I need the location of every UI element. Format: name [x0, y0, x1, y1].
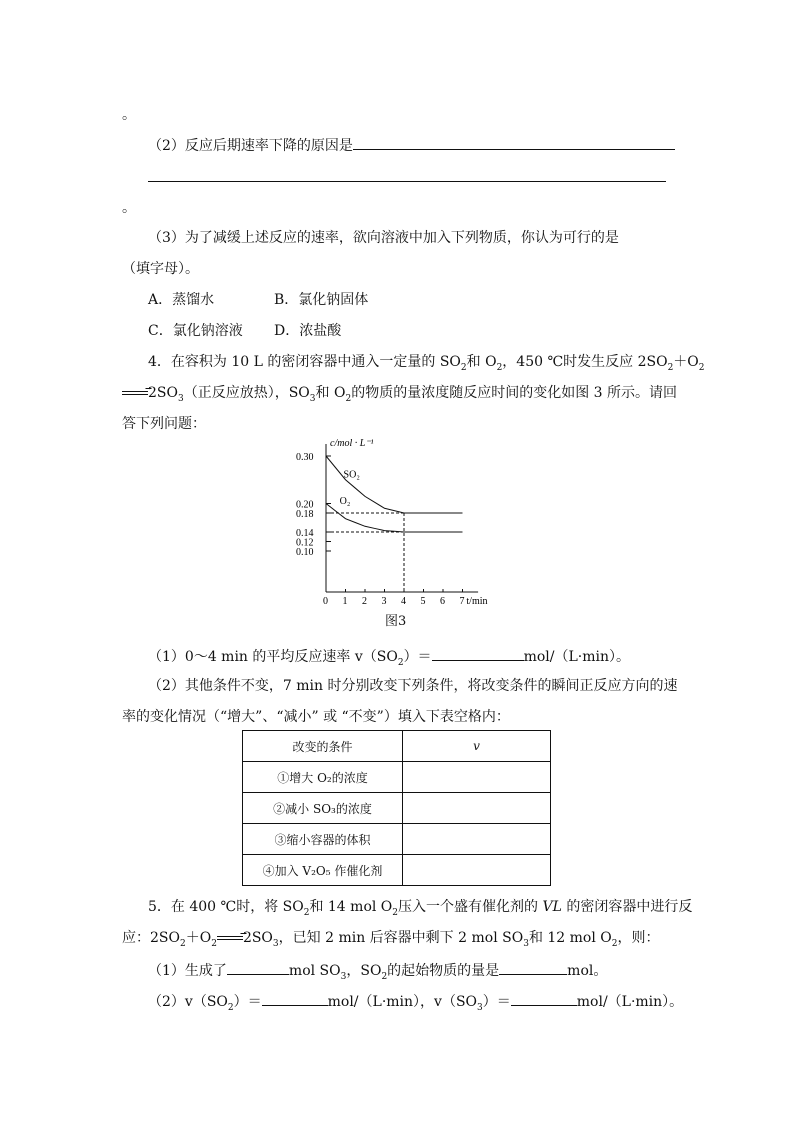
option-a: A．蒸馏水 [148, 292, 215, 308]
text: 和 O [315, 385, 346, 401]
answer-blank[interactable] [511, 991, 577, 1006]
q4-part2-line2: 率的变化情况（“增大”、“减小” 或 “不变”）填入下表空格内： [122, 709, 510, 725]
header-cell: 改变的条件 [243, 731, 403, 762]
text: ＋O [185, 930, 212, 946]
text: （2）v（SO [148, 994, 228, 1010]
text: mol/（L·min），v（SO [327, 994, 478, 1010]
x-tick-label: 7 [459, 596, 465, 607]
q5-stem-line1: 5．在 400 ℃时，将 $SO_2$和 14 mol $O_2$压入一个盛有催化剂的 VL 的密闭容器中进行反 [148, 899, 693, 918]
answer-blank[interactable] [227, 960, 289, 975]
end-mark-2: 。 [122, 200, 136, 216]
x-tick-label: 1 [342, 596, 348, 607]
volume-symbol: VL [542, 899, 562, 915]
answer-blank[interactable] [262, 991, 328, 1006]
table-row [243, 793, 551, 824]
q3-part2 [148, 135, 675, 155]
q5-part1: （1）生成了 mol $SO_3$，$SO_2$的起始物质的量是 mol。 [148, 960, 607, 980]
q4-part2-line1: （2）其他条件不变，7 min 时分别改变下列条件，将改变条件的瞬间正反应方向的速 [148, 678, 678, 694]
text: mol/（L·min）。 [576, 994, 684, 1010]
condition-cell: ③缩小容器的体积 [243, 824, 403, 855]
y-tick-label: 0.14 [296, 528, 314, 539]
answer-blank[interactable] [499, 960, 567, 975]
condition-cell: ①增大 O₂的浓度 [243, 762, 403, 793]
text: 的密闭容器中进行反 [561, 899, 693, 915]
q4-stem-line1: 4．在容积为 10 L 的密闭容器中通入一定量的 $SO_2$和 $O_2$，450 ℃时发生反应 $2SO_2+O_2$ [148, 354, 705, 373]
text: ，已知 2 min 后容器中剩下 2 mol SO [278, 930, 524, 946]
answer-cell[interactable] [403, 762, 551, 793]
text: 和 14 mol O [309, 899, 393, 915]
text: （正反应放热），SO [183, 385, 310, 401]
table-row [243, 824, 551, 855]
q3-part3-line2: （填字母）。 [122, 261, 199, 277]
y-tick-label: 0.12 [296, 537, 314, 549]
figure-caption: 图3 [385, 614, 407, 629]
text: ，则： [617, 930, 660, 946]
text: ，450 ℃时发生反应 2SO [502, 354, 668, 370]
option-d: D．浓盐酸 [274, 323, 342, 339]
end-mark-1: 。 [122, 107, 136, 123]
text: mol。 [567, 963, 608, 979]
answer-blank[interactable] [432, 646, 524, 661]
q3-part3-line1: （3）为了减缓上述反应的速率，欲向溶液中加入下列物质，你认为可行的是 [148, 230, 619, 246]
answer-blank[interactable] [148, 167, 666, 182]
x-tick-label: 3 [381, 596, 387, 607]
text: 和 O [466, 354, 497, 370]
equilibrium-arrow-icon [217, 933, 243, 943]
text: 应：2SO [122, 930, 180, 946]
text: 和 12 mol O [528, 930, 612, 946]
concentration-time-chart [290, 436, 500, 636]
condition-cell: ④加入 V₂O₅ 作催化剂 [243, 855, 403, 886]
q4-part1: （1）0～4 min 的平均反应速率 $v(SO_2)= mol/(L\cdot\min)$。 [148, 646, 630, 666]
y-tick-label: 0.30 [296, 452, 314, 463]
option-b: B．氯化钠固体 [274, 292, 369, 308]
text: 4．在容积为 10 L 的密闭容器中通入一定量的 SO [148, 354, 461, 370]
x-tick-label: 5 [420, 596, 426, 607]
q3-part2-text: （2）反应后期速率下降的原因是 [148, 138, 353, 154]
text: 的起始物质的量是 [387, 963, 500, 979]
x-axis-label: t/min [466, 596, 488, 607]
q5-stem-line2: 应：$2SO_2+O_2$ $2SO_3$，已知 2 min 后容器中剩下 2 mol $SO_3$和 12 mol $O_2$，则： [122, 930, 660, 949]
answer-cell[interactable] [403, 855, 551, 886]
q4-stem-line3: 答下列问题： [122, 416, 206, 432]
answer-cell[interactable] [403, 793, 551, 824]
series-line-o2 [326, 504, 463, 533]
text: （1）生成了 [148, 963, 227, 979]
equilibrium-arrow-icon [122, 388, 148, 398]
q4-stem-line2: $2SO_3$（正反应放热），$SO_3$和 $O_2$的物质的量浓度随反应时间的变化如图 3 所示。请回 [122, 384, 677, 402]
x-tick-label: 0 [323, 596, 328, 607]
table-row [243, 762, 551, 793]
header-cell: v [403, 731, 551, 762]
text: 2SO [242, 930, 273, 946]
text: 2SO [148, 385, 178, 401]
q5-part2: $(2)v(SO_2)= mol/(L\cdot\min)$，$v(SO_3)= mol/(L\cdot\min)$。 [148, 991, 683, 1011]
text: （1）0～4 min 的平均反应速率 v（SO [148, 649, 398, 665]
x-tick-label: 4 [401, 596, 406, 607]
x-tick-label: 6 [440, 596, 445, 607]
text: ）＝ [233, 994, 262, 1010]
answer-cell[interactable] [403, 824, 551, 855]
text: ，SO [346, 963, 382, 979]
option-c: C．氯化钠溶液 [148, 323, 243, 339]
answer-blank[interactable] [353, 135, 675, 150]
y-tick-label: 0.20 [296, 499, 314, 511]
answer-line[interactable] [148, 167, 666, 187]
conditions-table [242, 730, 551, 886]
text: ）＝ [482, 994, 511, 1010]
table-row [243, 855, 551, 886]
text: 的物质的量浓度随反应时间的变化如图 3 所示。请回 [351, 385, 678, 401]
text: 5．在 400 ℃时，将 SO [148, 899, 304, 915]
series-label-o2: O₂ [339, 495, 351, 507]
text: ＋O [673, 354, 699, 370]
text: mol SO [288, 963, 341, 979]
series-label-so2: SO₂ [343, 469, 360, 481]
condition-cell: ②减小 SO₃的浓度 [243, 793, 403, 824]
text: ）＝ [403, 649, 432, 665]
text: 压入一个盛有催化剂的 [398, 899, 543, 915]
table-header-row [243, 731, 551, 762]
text: mol/（L·min）。 [523, 649, 630, 665]
y-axis-label: c/mol · L⁻¹ [330, 438, 374, 449]
y-tick-label: 0.10 [296, 547, 314, 558]
x-tick-label: 2 [362, 596, 367, 607]
y-tick-label: 0.18 [296, 509, 314, 520]
